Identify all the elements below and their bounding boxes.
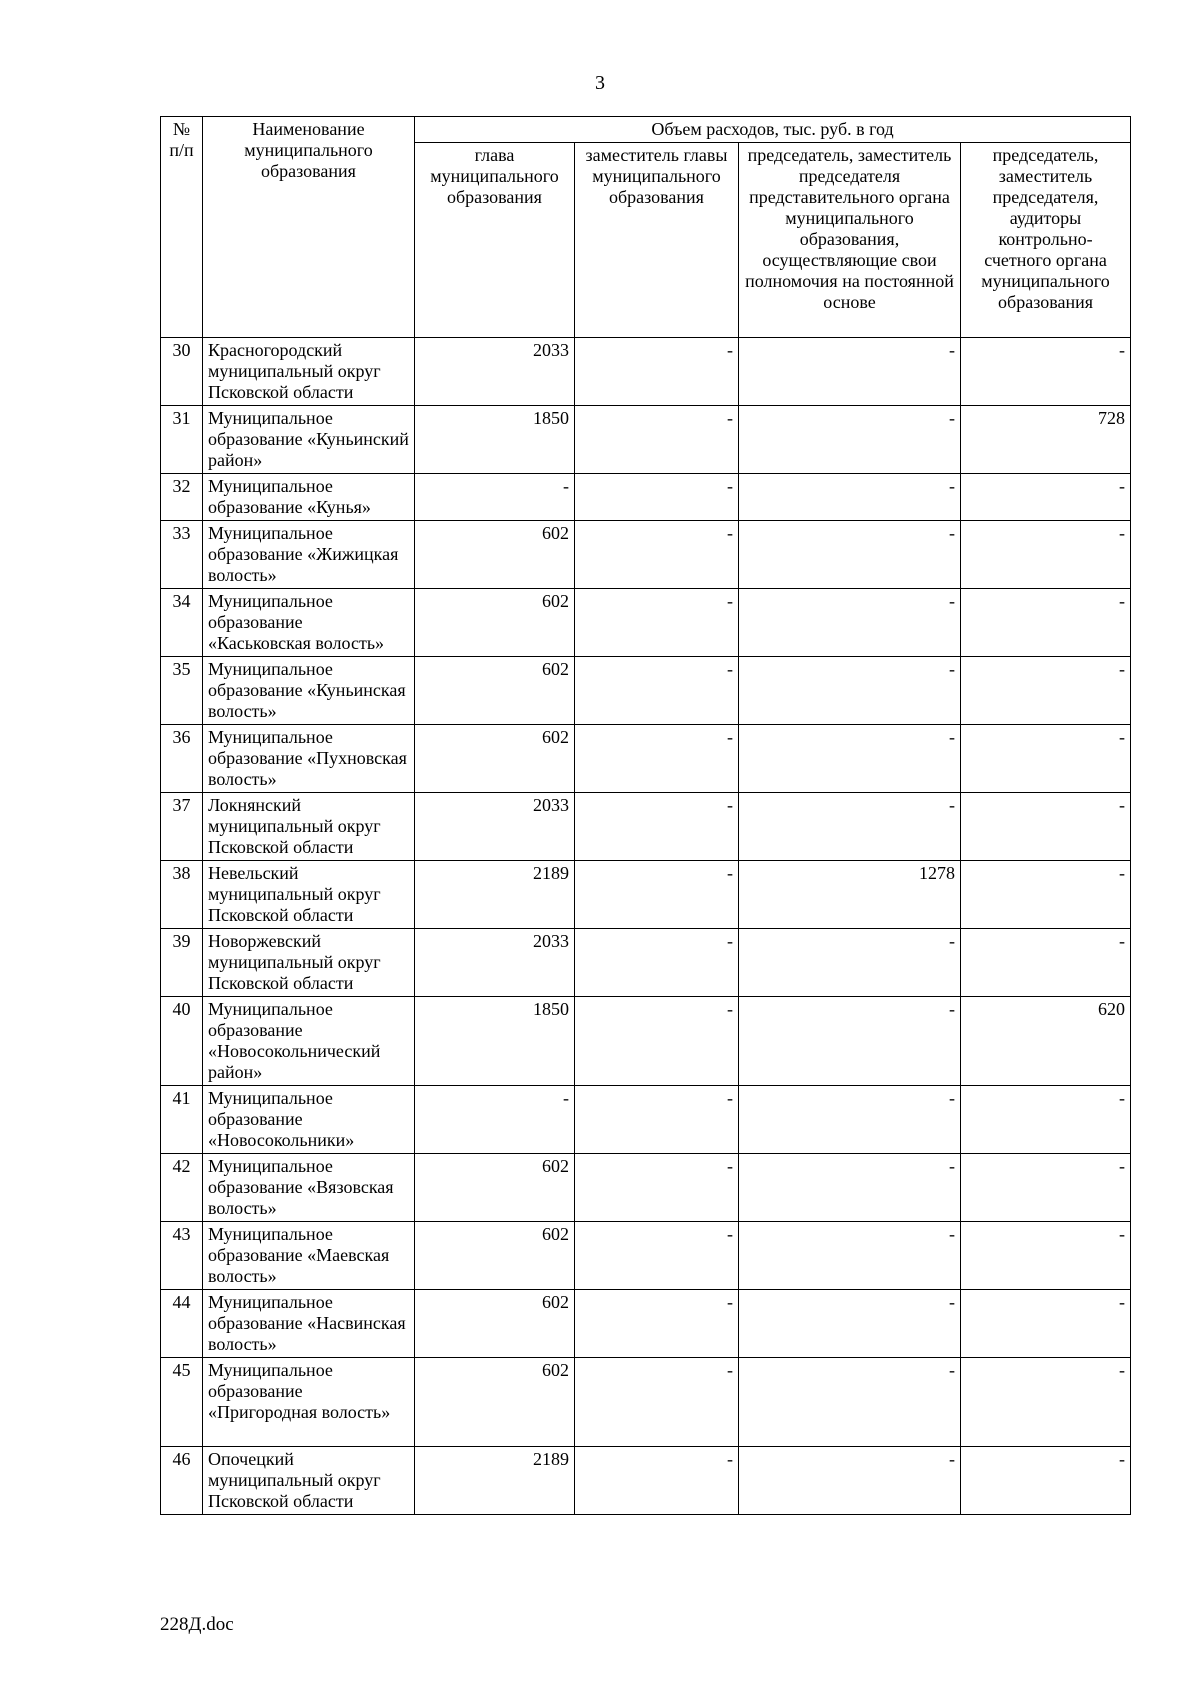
row-value-head: 1850 — [415, 997, 575, 1086]
row-number: 38 — [161, 861, 203, 929]
row-value-chairman-audit: - — [961, 338, 1131, 406]
document-filename: 228Д.doc — [160, 1614, 234, 1635]
row-value-head: 602 — [415, 521, 575, 589]
row-value-chairman-rep: - — [739, 521, 961, 589]
row-value-chairman-audit: - — [961, 929, 1131, 997]
row-value-head: 2189 — [415, 1447, 575, 1515]
row-value-chairman-audit: - — [961, 1086, 1131, 1154]
row-value-deputy: - — [575, 521, 739, 589]
header-col-deputy: заместитель главы муниципального образования — [575, 143, 739, 338]
row-name: Опочецкий муниципальный округ Псковской области — [203, 1447, 415, 1515]
table-row — [161, 1447, 1131, 1515]
header-no: № п/п — [161, 117, 203, 338]
table-row — [161, 1358, 1131, 1447]
row-number: 36 — [161, 725, 203, 793]
header-name: Наименование муниципального образования — [203, 117, 415, 338]
row-number: 46 — [161, 1447, 203, 1515]
row-value-chairman-rep: - — [739, 406, 961, 474]
row-value-deputy: - — [575, 1447, 739, 1515]
row-name: Муниципальное образование «Жижицкая волость» — [203, 521, 415, 589]
row-value-chairman-audit: - — [961, 1447, 1131, 1515]
table-row — [161, 1290, 1131, 1358]
row-number: 31 — [161, 406, 203, 474]
row-name: Муниципальное образование «Пригородная волость» — [203, 1358, 415, 1447]
row-number: 45 — [161, 1358, 203, 1447]
row-value-head: 1850 — [415, 406, 575, 474]
row-name: Муниципальное образование «Каськовская волость» — [203, 589, 415, 657]
row-value-chairman-rep: - — [739, 1358, 961, 1447]
row-value-chairman-rep: - — [739, 1154, 961, 1222]
row-value-chairman-audit: - — [961, 1222, 1131, 1290]
row-value-chairman-rep: - — [739, 474, 961, 521]
table-row — [161, 1154, 1131, 1222]
row-name: Невельский муниципальный округ Псковской области — [203, 861, 415, 929]
row-value-head: - — [415, 1086, 575, 1154]
row-value-head: - — [415, 474, 575, 521]
header-col-head: глава муниципального образования — [415, 143, 575, 338]
table-row — [161, 589, 1131, 657]
table-row — [161, 861, 1131, 929]
row-value-head: 602 — [415, 1222, 575, 1290]
row-value-deputy: - — [575, 929, 739, 997]
row-value-head: 2033 — [415, 793, 575, 861]
row-number: 33 — [161, 521, 203, 589]
row-value-deputy: - — [575, 1290, 739, 1358]
row-number: 43 — [161, 1222, 203, 1290]
row-name: Муниципальное образование «Новосокольнический район» — [203, 997, 415, 1086]
row-value-head: 602 — [415, 725, 575, 793]
table-row — [161, 474, 1131, 521]
row-name: Муниципальное образование «Куньинская волость» — [203, 657, 415, 725]
header-col-chairman-audit: председатель, заместитель председателя, аудиторы контрольно-счетного органа муниципального образования — [961, 143, 1131, 338]
row-value-head: 602 — [415, 1358, 575, 1447]
row-value-chairman-rep: - — [739, 589, 961, 657]
table-row — [161, 929, 1131, 997]
table-header-row — [161, 117, 1131, 143]
row-value-chairman-rep: - — [739, 657, 961, 725]
row-value-head: 2189 — [415, 861, 575, 929]
row-value-chairman-audit: - — [961, 521, 1131, 589]
row-value-chairman-rep: - — [739, 1290, 961, 1358]
row-number: 30 — [161, 338, 203, 406]
table-row — [161, 406, 1131, 474]
table-row — [161, 521, 1131, 589]
row-name: Красногородский муниципальный округ Псковской области — [203, 338, 415, 406]
row-value-chairman-rep: - — [739, 1222, 961, 1290]
table-row — [161, 997, 1131, 1086]
header-col-chairman-rep: председатель, заместитель председателя представительного органа муниципального образования, осуществляющие свои полномочия на постоянной основе — [739, 143, 961, 338]
row-value-chairman-rep: - — [739, 929, 961, 997]
row-value-chairman-audit: 728 — [961, 406, 1131, 474]
row-value-head: 2033 — [415, 929, 575, 997]
row-value-deputy: - — [575, 657, 739, 725]
header-expenses: Объем расходов, тыс. руб. в год — [415, 117, 1131, 143]
row-value-chairman-rep: - — [739, 338, 961, 406]
row-name: Муниципальное образование «Насвинская волость» — [203, 1290, 415, 1358]
row-value-deputy: - — [575, 406, 739, 474]
table-row — [161, 793, 1131, 861]
row-value-deputy: - — [575, 793, 739, 861]
row-value-chairman-audit: - — [961, 861, 1131, 929]
row-value-head: 602 — [415, 657, 575, 725]
row-value-chairman-rep: - — [739, 1086, 961, 1154]
row-name: Муниципальное образование «Кунья» — [203, 474, 415, 521]
row-number: 40 — [161, 997, 203, 1086]
row-number: 39 — [161, 929, 203, 997]
row-value-chairman-rep: - — [739, 1447, 961, 1515]
row-value-chairman-rep: - — [739, 725, 961, 793]
row-value-chairman-audit: - — [961, 589, 1131, 657]
row-value-chairman-audit: - — [961, 1290, 1131, 1358]
row-value-head: 602 — [415, 1154, 575, 1222]
table-row — [161, 338, 1131, 406]
table-row — [161, 725, 1131, 793]
row-name: Муниципальное образование «Куньинский район» — [203, 406, 415, 474]
table-row — [161, 1222, 1131, 1290]
row-value-head: 602 — [415, 1290, 575, 1358]
row-value-deputy: - — [575, 1358, 739, 1447]
row-number: 34 — [161, 589, 203, 657]
row-name: Муниципальное образование «Вязовская волость» — [203, 1154, 415, 1222]
row-value-head: 2033 — [415, 338, 575, 406]
row-value-chairman-rep: - — [739, 997, 961, 1086]
row-value-chairman-audit: 620 — [961, 997, 1131, 1086]
expenses-table — [160, 116, 1131, 1515]
row-value-deputy: - — [575, 1222, 739, 1290]
row-value-deputy: - — [575, 997, 739, 1086]
row-value-deputy: - — [575, 861, 739, 929]
row-value-deputy: - — [575, 338, 739, 406]
table-row — [161, 1086, 1131, 1154]
row-value-chairman-rep: 1278 — [739, 861, 961, 929]
row-number: 37 — [161, 793, 203, 861]
row-value-chairman-audit: - — [961, 657, 1131, 725]
row-name: Муниципальное образование «Пухновская волость» — [203, 725, 415, 793]
row-value-chairman-rep: - — [739, 793, 961, 861]
row-value-deputy: - — [575, 474, 739, 521]
row-number: 44 — [161, 1290, 203, 1358]
row-number: 32 — [161, 474, 203, 521]
row-value-deputy: - — [575, 589, 739, 657]
row-value-chairman-audit: - — [961, 725, 1131, 793]
row-number: 35 — [161, 657, 203, 725]
row-value-chairman-audit: - — [961, 474, 1131, 521]
row-name: Локнянский муниципальный округ Псковской области — [203, 793, 415, 861]
row-value-chairman-audit: - — [961, 1358, 1131, 1447]
row-name: Новоржевский муниципальный округ Псковской области — [203, 929, 415, 997]
row-value-chairman-audit: - — [961, 1154, 1131, 1222]
row-name: Муниципальное образование «Новосокольники» — [203, 1086, 415, 1154]
page-number: 3 — [595, 72, 605, 94]
row-value-deputy: - — [575, 1154, 739, 1222]
row-value-chairman-audit: - — [961, 793, 1131, 861]
row-name: Муниципальное образование «Маевская волость» — [203, 1222, 415, 1290]
row-value-deputy: - — [575, 725, 739, 793]
row-value-deputy: - — [575, 1086, 739, 1154]
row-value-head: 602 — [415, 589, 575, 657]
row-number: 42 — [161, 1154, 203, 1222]
table-row — [161, 657, 1131, 725]
row-number: 41 — [161, 1086, 203, 1154]
